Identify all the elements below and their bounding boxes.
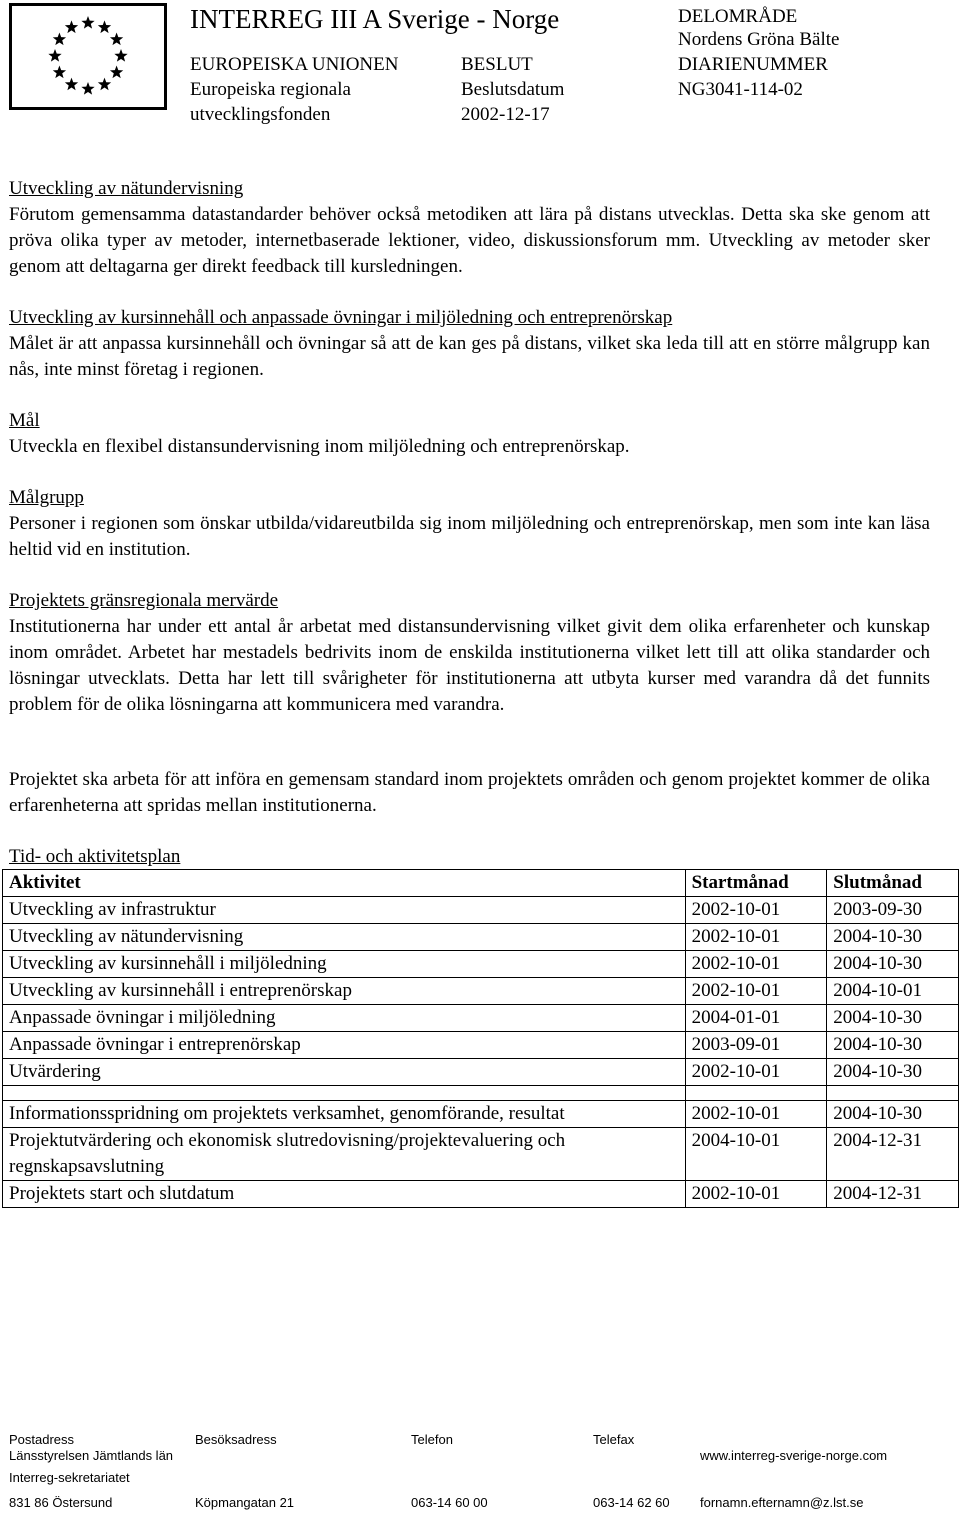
start-cell: 2002-10-01 (685, 897, 827, 924)
table-row (3, 978, 959, 1005)
footer-org-2: Interreg-sekretariatet (9, 1470, 130, 1485)
section-text: Målet är att anpassa kursinnehåll och övningar så att de kan ges på distans, vilket ska leda till att en större målgrupp kan nås, inte minst företag i regionen. (9, 333, 930, 380)
table-spacer-row (3, 1086, 959, 1101)
activity-cell: Utveckling av nätundervisning (3, 924, 686, 951)
star-icon (48, 49, 61, 62)
delomrade-value: Nordens Gröna Bälte (678, 29, 840, 50)
activity-cell: Utveckling av kursinnehåll i miljöledning (3, 951, 686, 978)
section-text: Personer i regionen som önskar utbilda/vidareutbilda sig inom miljöledning och entreprenörskap, men som inte kan läsa heltid vid en institution. (9, 513, 930, 560)
star-icon (98, 78, 111, 91)
footer-email-link[interactable]: fornamn.efternamn@z.lst.se (700, 1495, 864, 1510)
star-icon (98, 20, 111, 33)
activity-cell: Anpassade övningar i entreprenörskap (3, 1032, 686, 1059)
empty-cell (3, 1086, 686, 1101)
column-header-aktivitet: Aktivitet (3, 870, 686, 897)
star-icon (81, 82, 94, 95)
end-cell: 2004-10-01 (827, 978, 959, 1005)
activity-cell: Utveckling av kursinnehåll i entreprenörskap (3, 978, 686, 1005)
activity-cell: Projektets start och slutdatum (3, 1181, 686, 1208)
activity-plan-table (2, 869, 959, 1208)
table-row (3, 1059, 959, 1086)
footer-besoksadress-label: Besöksadress (195, 1432, 277, 1447)
start-cell: 2002-10-01 (685, 978, 827, 1005)
end-cell: 2004-10-30 (827, 951, 959, 978)
plan-heading: Tid- och aktivitetsplan (9, 846, 181, 867)
activity-cell: Utvärdering (3, 1059, 686, 1086)
footer-postadress: 831 86 Östersund (9, 1495, 113, 1510)
table-row (3, 1005, 959, 1032)
table-row (3, 1032, 959, 1059)
section-malgrupp (9, 485, 930, 563)
section-heading: Utveckling av kursinnehåll och anpassade övningar i miljöledning och entreprenörskap (9, 307, 673, 328)
eu-label: EUROPEISKA UNIONEN (190, 54, 399, 75)
end-cell: 2004-10-30 (827, 1059, 959, 1086)
activity-cell: Informationsspridning om projektets verksamhet, genomförande, resultat (3, 1101, 686, 1128)
beslutsdatum-value: 2002-12-17 (461, 104, 550, 125)
section-mal (9, 408, 930, 460)
end-cell: 2004-10-30 (827, 1101, 959, 1128)
fund-line-2: utvecklingsfonden (190, 104, 331, 125)
start-cell: 2004-10-01 (685, 1128, 827, 1181)
section-heading: Mål (9, 410, 40, 431)
empty-cell (827, 1086, 959, 1101)
table-row (3, 1101, 959, 1128)
activity-cell: Projektutvärdering och ekonomisk slutredovisning/projektevaluering och regnskapsavslutning (3, 1128, 686, 1181)
footer-telefax: 063-14 62 60 (593, 1495, 670, 1510)
start-cell: 2002-10-01 (685, 1101, 827, 1128)
end-cell: 2004-12-31 (827, 1128, 959, 1181)
section-natundervisning (9, 176, 930, 280)
activity-cell: Anpassade övningar i miljöledning (3, 1005, 686, 1032)
activity-cell: Utveckling av infrastruktur (3, 897, 686, 924)
column-header-startmanad: Startmånad (685, 870, 827, 897)
table-row (3, 1181, 959, 1208)
section-mervarde (9, 588, 930, 718)
footer-telefax-label: Telefax (593, 1432, 635, 1447)
table-row (3, 924, 959, 951)
footer-org-1: Länsstyrelsen Jämtlands län (9, 1448, 174, 1463)
section-text: Utveckla en flexibel distansundervisning inom miljöledning och entreprenörskap. (9, 436, 630, 457)
end-cell: 2004-10-30 (827, 924, 959, 951)
star-icon (53, 33, 66, 46)
start-cell: 2002-10-01 (685, 1181, 827, 1208)
star-icon (53, 66, 66, 79)
start-cell: 2002-10-01 (685, 951, 827, 978)
section-heading: Projektets gränsregionala mervärde (9, 590, 279, 611)
diarienummer-value: NG3041-114-02 (678, 79, 803, 100)
star-icon (65, 78, 78, 91)
start-cell: 2002-10-01 (685, 1059, 827, 1086)
section-heading: Utveckling av nätundervisning (9, 178, 244, 199)
footer-postadress-label: Postadress (9, 1432, 75, 1447)
eu-stars-icon (12, 6, 164, 107)
star-icon (110, 66, 123, 79)
beslut-label: BESLUT (461, 54, 533, 75)
section-text: Institutionerna har under ett antal år arbetat med distansundervisning vilket givit dem olika erfarenheter och kunskap inom området. Arbetet har mestadels bedrivits inom de enskilda institutionerna vilket lett till att olika standarder och lösningar utvecklats. Detta har lett till svårigheter för institutionerna att utbyta kurser med varandra då det funnits problem för de olika lösningarna att kommunicera med varandra. (9, 616, 930, 715)
table-row (3, 1128, 959, 1181)
footer-besoksadress: Köpmangatan 21 (195, 1495, 295, 1510)
table-row (3, 951, 959, 978)
section-text: Förutom gemensamma datastandarder behöver också metodiken att lära på distans utvecklas. Detta ska ske genom att pröva olika typer av metoder, internetbaserade lektioner, video, diskussionsforum mm. Utveckling av metoder sker genom att deltagarna ger direkt feedback till kursledningen. (9, 204, 930, 277)
footer-website-link[interactable]: www.interreg-sverige-norge.com (700, 1448, 888, 1463)
section-standard-text: Projektet ska arbeta för att införa en gemensam standard inom projektets områden och genom projektet kommer de olika erfarenheterna att spridas mellan institutionerna. (9, 769, 930, 816)
start-cell: 2004-01-01 (685, 1005, 827, 1032)
eu-flag-logo (9, 3, 167, 110)
end-cell: 2004-10-30 (827, 1032, 959, 1059)
diarienummer-label: DIARIENUMMER (678, 54, 828, 75)
star-icon (81, 16, 94, 29)
footer-telefon-label: Telefon (411, 1432, 453, 1447)
end-cell: 2003-09-30 (827, 897, 959, 924)
page-title: INTERREG III A Sverige - Norge (190, 4, 560, 34)
beslutsdatum-label: Beslutsdatum (461, 79, 565, 100)
delomrade-label: DELOMRÅDE (678, 6, 798, 27)
footer-telefon: 063-14 60 00 (411, 1495, 488, 1510)
fund-line-1: Europeiska regionala (190, 79, 351, 100)
empty-cell (685, 1086, 827, 1101)
end-cell: 2004-10-30 (827, 1005, 959, 1032)
table-row (3, 897, 959, 924)
star-icon (114, 49, 127, 62)
star-icon (110, 33, 123, 46)
table-header-row (3, 870, 959, 897)
end-cell: 2004-12-31 (827, 1181, 959, 1208)
star-icon (65, 20, 78, 33)
start-cell: 2003-09-01 (685, 1032, 827, 1059)
start-cell: 2002-10-01 (685, 924, 827, 951)
section-heading: Målgrupp (9, 487, 84, 508)
column-header-slutmanad: Slutmånad (827, 870, 959, 897)
section-kursinnehall (9, 305, 930, 383)
